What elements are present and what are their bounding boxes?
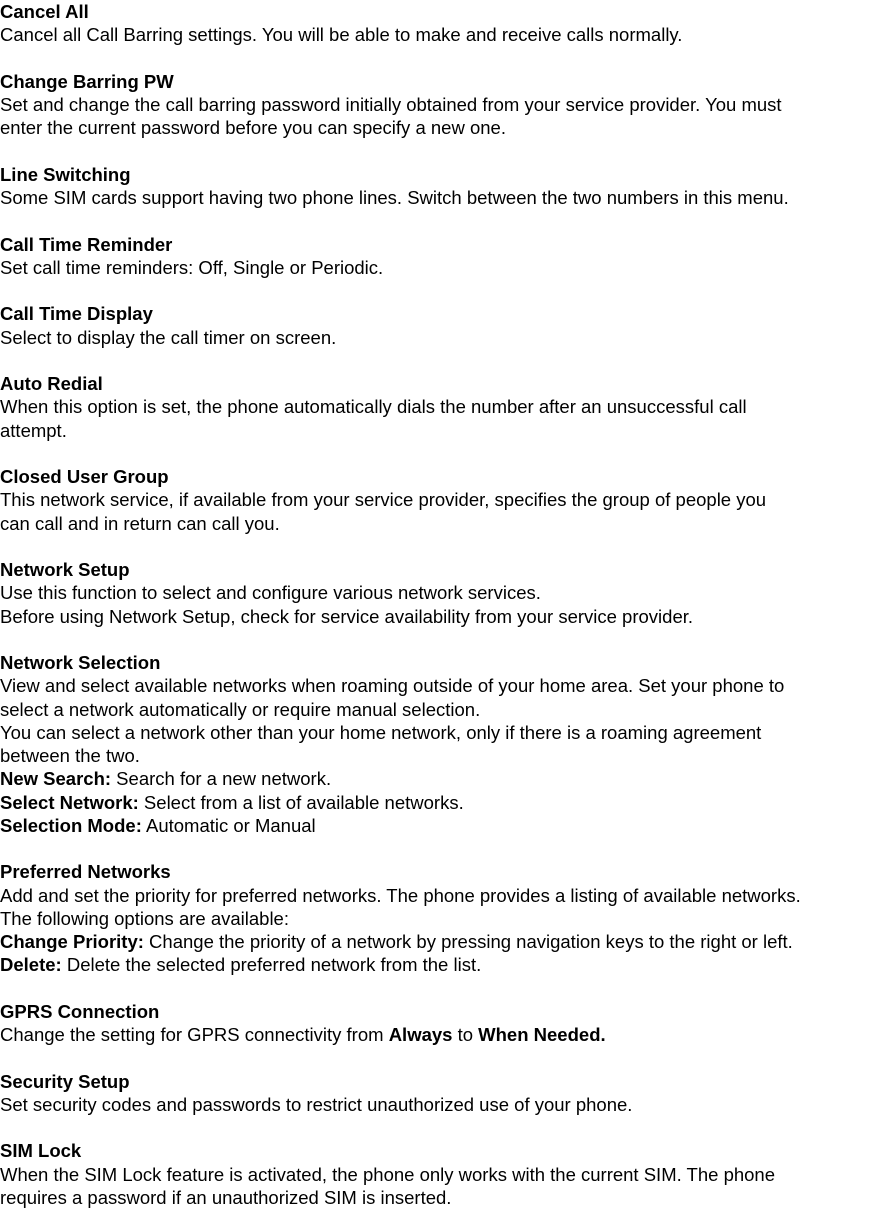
body-line: You can select a network other than your home network, only if there is a roaming agreement xyxy=(0,721,762,743)
body-line: attempt. xyxy=(0,419,67,441)
gprs-mid: to xyxy=(452,1024,479,1045)
section-sim-lock xyxy=(0,1139,880,1209)
section-network-selection xyxy=(0,651,880,837)
gprs-prefix: Change the setting for GPRS connectivity from xyxy=(0,1024,389,1045)
body-line: between the two. xyxy=(0,745,140,766)
section-security-setup xyxy=(0,1070,880,1117)
body-line: Some SIM cards support having two phone lines. Switch between the two numbers in this menu. xyxy=(0,187,789,208)
term-label: Delete: xyxy=(0,954,62,976)
body-line: When the SIM Lock feature is activated, the phone only works with the current SIM. The phone xyxy=(0,1163,776,1185)
body-line: Use this function to select and configure various network services. xyxy=(0,582,541,604)
body-line: Cancel all Call Barring settings. You will be able to make and receive calls normally. xyxy=(0,24,683,46)
body-line: When this option is set, the phone automatically dials the number after an unsuccessful call xyxy=(0,396,747,418)
body-line: requires a password if an unauthorized SIM is inserted. xyxy=(0,1186,452,1208)
section-heading: Network Setup xyxy=(0,559,130,580)
body-line: The following options are available: xyxy=(0,907,289,929)
section-change-barring-pw xyxy=(0,70,880,140)
term-text: Select from a list of available networks. xyxy=(138,791,464,813)
section-heading: Call Time Reminder xyxy=(0,233,173,255)
term-label: New Search: xyxy=(0,768,112,790)
section-heading: Closed User Group xyxy=(0,466,169,487)
body-line: View and select available networks when roaming outside of your home area. Set your phone to xyxy=(0,675,785,697)
body-line: enter the current password before you can specify a new one. xyxy=(0,117,506,139)
section-closed-user-group xyxy=(0,465,880,535)
section-heading: Change Barring PW xyxy=(0,70,174,92)
term-line xyxy=(0,930,880,953)
term-line xyxy=(0,953,880,976)
term-text: Delete the selected preferred network from the list. xyxy=(61,954,482,976)
section-gprs-connection xyxy=(0,1000,880,1047)
term-label: Change Priority: xyxy=(0,931,144,952)
term-text: Search for a new network. xyxy=(111,768,332,790)
term-label: Select Network: xyxy=(0,791,139,813)
section-heading: Preferred Networks xyxy=(0,861,171,883)
body-line: Set call time reminders: Off, Single or Periodic. xyxy=(0,256,384,278)
term-line xyxy=(0,814,880,837)
section-heading: GPRS Connection xyxy=(0,1000,160,1022)
section-heading: Auto Redial xyxy=(0,373,103,394)
gprs-to-value: When Needed. xyxy=(478,1024,606,1045)
body-line xyxy=(0,1023,880,1046)
section-heading: Call Time Display xyxy=(0,303,153,325)
section-network-setup xyxy=(0,558,880,628)
term-line xyxy=(0,791,880,814)
section-heading: Line Switching xyxy=(0,163,131,185)
body-line: Before using Network Setup, check for service availability from your service provider. xyxy=(0,605,694,627)
section-auto-redial xyxy=(0,372,880,442)
section-call-time-display xyxy=(0,302,880,349)
section-preferred-networks xyxy=(0,860,880,976)
section-heading: Cancel All xyxy=(0,1,89,22)
section-heading: SIM Lock xyxy=(0,1140,82,1162)
body-line: select a network automatically or require manual selection. xyxy=(0,698,481,720)
body-line: This network service, if available from your service provider, specifies the group of people you xyxy=(0,489,767,511)
term-text: Change the priority of a network by pressing navigation keys to the right or left. xyxy=(143,931,793,952)
section-heading: Network Selection xyxy=(0,652,161,673)
section-cancel-all xyxy=(0,0,880,47)
body-line: Set and change the call barring password initially obtained from your service provider. You must xyxy=(0,94,782,115)
body-line: Select to display the call timer on screen. xyxy=(0,326,337,348)
term-label: Selection Mode: xyxy=(0,814,142,836)
term-text: Automatic or Manual xyxy=(141,814,316,836)
term-line xyxy=(0,767,880,790)
body-line: can call and in return can call you. xyxy=(0,512,280,534)
body-line: Set security codes and passwords to restrict unauthorized use of your phone. xyxy=(0,1093,633,1115)
section-heading: Security Setup xyxy=(0,1070,130,1092)
section-call-time-reminder xyxy=(0,233,880,280)
gprs-from-value: Always xyxy=(388,1024,453,1045)
body-line: Add and set the priority for preferred networks. The phone provides a listing of available networks. xyxy=(0,884,801,906)
section-line-switching xyxy=(0,163,880,210)
